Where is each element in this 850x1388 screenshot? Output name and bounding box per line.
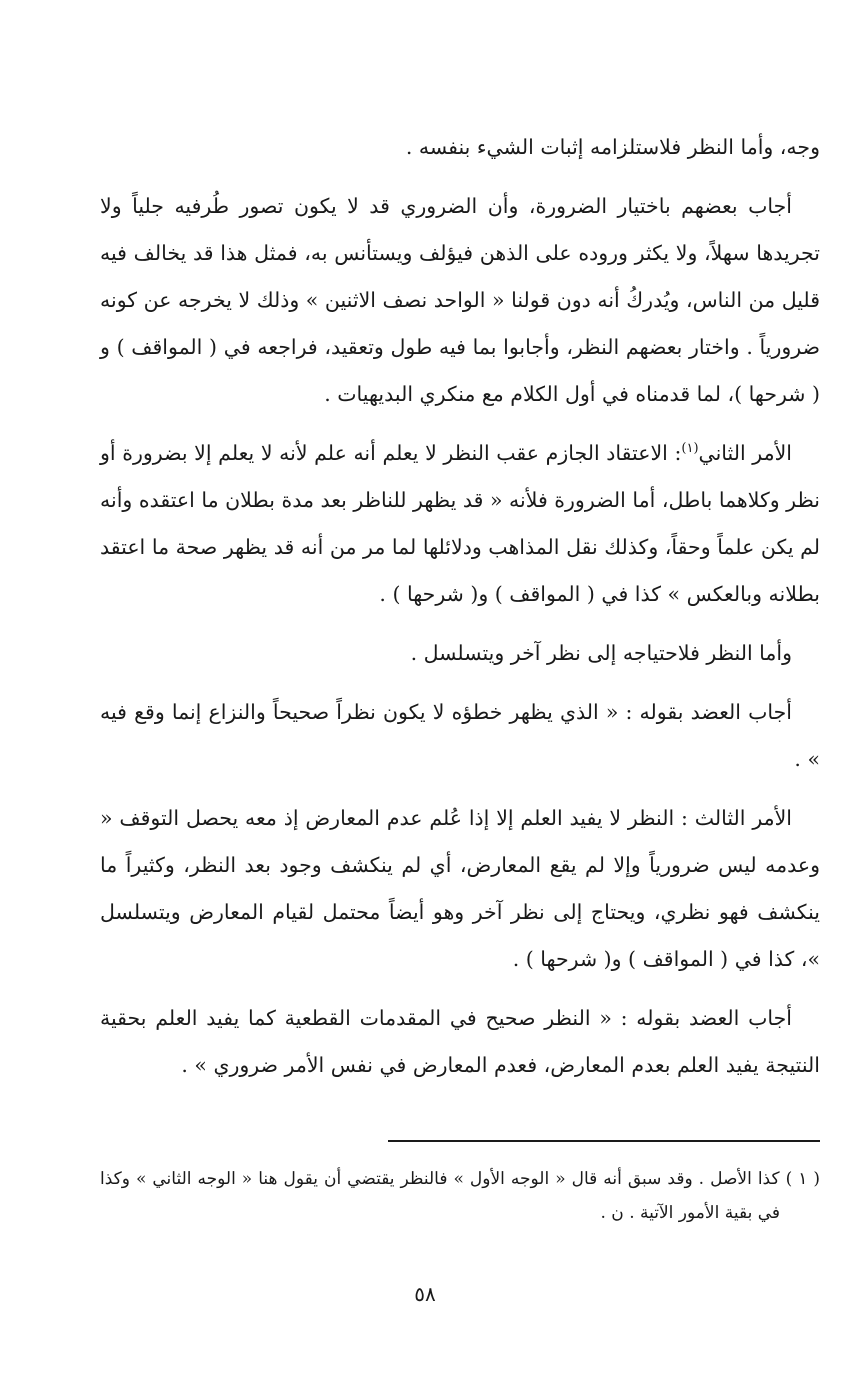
paragraph-3-body: : الاعتقاد الجازم عقب النظر لا يعلم أنه علم لأنه لا يعلم إلا بضرورة أو نظر وكلاهما باطل، أما الضرورة فلأنه « قد يظهر للناظر بعد مدة بطلان ما اعتقده وأنه لم يكن علماً وحقاً، وكذلك نقل المذاهب ودلائلها لما مر من أنه قد يظهر صحة ما اعتقد بطلانه وبالعكس » كذا في ( المواقف ) و( شرحها ) . [100, 441, 820, 606]
footnote-divider [388, 1140, 820, 1142]
paragraph-3 [100, 430, 820, 618]
paragraph-2: أجاب بعضهم باختيار الضرورة، وأن الضروري قد لا يكون تصور طُرفيه جلياً ولا تجريدها سهلاً، ولا يكثر وروده على الذهن فيؤلف ويستأنس به، فمثل هذا قد يخالف فيه قليل من الناس، ويُدركُ أنه دون قولنا « الواحد نصف الاثنين » وذلك لا يخرجه عن كونه ضرورياً . واختار بعضهم النظر، وأجابوا بما فيه طول وتعقيد، فراجعه في ( المواقف ) و ( شرحها )، لما قدمناه في أول الكلام مع منكري البديهيات . [100, 194, 820, 406]
footnote-reference[interactable]: (١) [681, 441, 699, 457]
main-text [100, 124, 820, 1089]
paragraph-3-lead: الأمر الثاني [698, 441, 792, 465]
paragraph-1: وجه، وأما النظر فلاستلزامه إثبات الشيء بنفسه . [405, 135, 820, 159]
paragraph-4: وأما النظر فلاحتياجه إلى نظر آخر ويتسلسل . [410, 641, 792, 665]
paragraph-5: أجاب العضد بقوله : « الذي يظهر خطؤه لا يكون نظراً صحيحاً والنزاع إنما وقع فيه » . [100, 700, 820, 771]
page-number: ٥٨ [414, 1282, 436, 1306]
footnote-text: ( ١ ) كذا الأصل . وقد سبق أنه قال « الوجه الأول » فالنظر يقتضي أن يقول هنا « الوجه الثاني » وكذا في بقية الأمور الآتية . ن . [100, 1169, 820, 1223]
paragraph-6: الأمر الثالث : النظر لا يفيد العلم إلا إذا عُلم عدم المعارض إذ معه يحصل التوقف « وعدمه ليس ضرورياً وإلا لم يقع المعارض، أي لم ينكشف وجود بعد النظر، وكثيراً ما ينكشف فهو نظري، ويحتاج إلى نظر آخر وهو أيضاً محتمل لقيام المعارض ويتسلسل »، كذا في ( المواقف ) و( شرحها ) . [100, 806, 820, 971]
paragraph-7: أجاب العضد بقوله : « النظر صحيح في المقدمات القطعية كما يفيد العلم بحقية النتيجة يفيد العلم بعدم المعارض، فعدم المعارض في نفس الأمر ضروري » . [100, 1006, 820, 1077]
footnote [100, 1162, 820, 1230]
